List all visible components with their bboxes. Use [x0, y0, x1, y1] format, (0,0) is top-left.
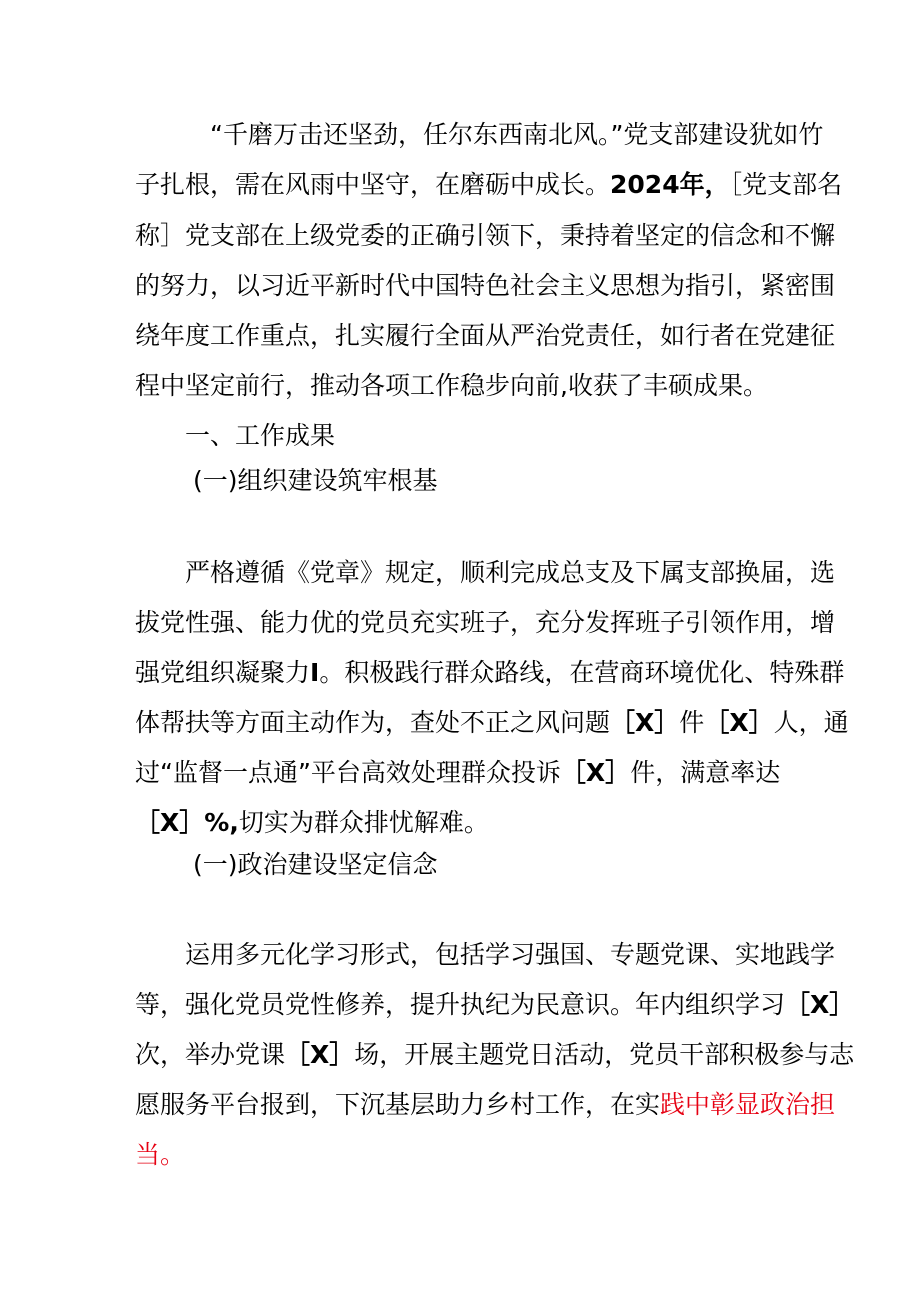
section1-heading: 一、工作成果: [185, 421, 336, 450]
paragraph3-line4: [135, 1087, 835, 1123]
placeholder-x: ［X］: [285, 1040, 355, 1069]
paragraph2-line3-c: 。积极践行群众路线，在营商环境优化、特殊群: [319, 658, 845, 687]
paragraph2-line6-c: 切实为群众排忧解难。: [238, 808, 489, 837]
paragraph1-line2-text: 子扎根，需在风雨中坚守，在磨砺中成长。: [135, 170, 611, 199]
placeholder-x: ［X］: [785, 990, 855, 1019]
paragraph3-line3-c: 场，开展主题党日活动，党员干部积极参与志: [354, 1040, 855, 1069]
paragraph2-line4-a: 体帮扶等方面主动作为，查处不正之风问题: [135, 708, 611, 737]
paragraph3-line2: [135, 987, 854, 1023]
paragraph2-line2: 拔党性强、能力优的党员充实班子，充分发挥班子引领作用，增: [135, 608, 836, 637]
paragraph3-line1: 运用多元化学习形式，包括学习强国、专题党课、实地践学: [185, 940, 836, 969]
paragraph2-line4-c: 件: [679, 708, 705, 737]
paragraph2-line4: [135, 705, 849, 741]
paragraph2-line3-a: 强党组织凝聚力: [135, 658, 311, 687]
highlighted-text: 践中彰显政治担: [660, 1090, 836, 1119]
paragraph2-line6: [135, 805, 489, 841]
year-text: 2024年，: [610, 170, 730, 199]
paragraph3-line3-a: 次，举办党课: [135, 1040, 286, 1069]
paragraph1-line5: 绕年度工作重点，扎实履行全面从严治党责任，如行者在党建征: [135, 321, 836, 350]
placeholder-x: ［X］: [704, 708, 774, 737]
paragraph3-line2-a: 等，强化党员党性修养，提升执纪为民意识。年内组织学习: [135, 990, 786, 1019]
paragraph2-line4-e: 人，通: [773, 708, 849, 737]
paragraph2-line5: [135, 755, 780, 791]
placeholder-x: ［X］: [610, 708, 680, 737]
paragraph1-line3: 称］党支部在上级党委的正确引领下，秉持着坚定的信念和不懈: [135, 221, 836, 250]
paragraph1-line6: 程中坚定前行，推动各项工作稳步向前,收获了丰硕成果。: [135, 371, 768, 400]
branch-name-placeholder-start: ［党支部名: [729, 170, 843, 199]
paragraph2-line3-b: I: [310, 658, 320, 687]
paragraph3-line5: 当。: [135, 1140, 186, 1169]
subsection1-heading: (一)组织建设筑牢根基: [193, 466, 438, 495]
subsection2-heading: (一)政治建设坚定信念: [193, 850, 438, 879]
paragraph1-line1: “千磨万击还坚劲，任尔东西南北风。”党支部建设犹如竹: [210, 120, 824, 149]
paragraph2-line5-a: 过“监督一点通”平台高效处理群众投诉: [135, 758, 561, 787]
percent-sign: %,: [204, 808, 239, 837]
paragraph3-line3: [135, 1037, 854, 1073]
paragraph2-line5-c: 件，满意率达: [630, 758, 781, 787]
paragraph2-line3: [135, 655, 844, 691]
paragraph3-line4-a: 愿服务平台报到，下沉基层助力乡村工作，在实: [135, 1090, 661, 1119]
placeholder-x: ［X］: [560, 758, 631, 787]
paragraph1-line2: [135, 167, 842, 203]
placeholder-x: ［X］: [135, 808, 205, 837]
paragraph1-line4: 的努力，以习近平新时代中国特色社会主义思想为指引，紧密围: [135, 271, 836, 300]
paragraph2-line1: 严格遵循《党章》规定，顺利完成总支及下属支部换届，选: [185, 558, 836, 587]
